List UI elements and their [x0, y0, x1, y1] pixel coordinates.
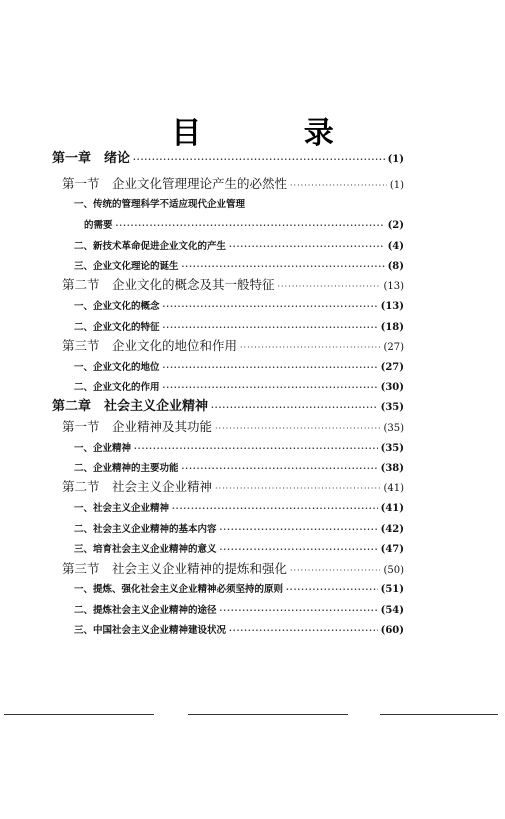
scan-artifact-line	[188, 714, 348, 715]
toc-entry[interactable]	[74, 258, 404, 274]
toc-entry-page: (35)	[380, 402, 404, 413]
toc-entry[interactable]	[52, 151, 404, 167]
toc-entry[interactable]	[74, 521, 404, 537]
toc-entry[interactable]	[74, 581, 404, 597]
toc-entry[interactable]	[62, 561, 404, 577]
toc-entry-label: 一、社会主义企业精神	[74, 503, 170, 514]
toc-entry[interactable]	[62, 338, 404, 354]
toc-entry-page: (51)	[380, 584, 404, 595]
page-title: 目 录	[171, 116, 380, 151]
toc-entry[interactable]	[74, 197, 404, 213]
toc-entry-page: (1)	[387, 154, 404, 165]
toc-entry[interactable]	[74, 500, 404, 516]
dot-leader	[211, 399, 378, 415]
toc-entry-label: 三、培育社会主义企业精神的意义	[74, 544, 217, 555]
dot-leader	[163, 319, 378, 335]
dot-leader	[116, 217, 385, 233]
dot-leader	[215, 421, 380, 437]
toc-entry-label: 一、企业文化的地位	[74, 362, 160, 373]
toc-entry-label: 二、企业精神的主要功能	[74, 463, 179, 474]
toc-entry-page: (2)	[387, 220, 404, 231]
toc-entry[interactable]	[74, 460, 404, 476]
scan-artifact-line	[4, 714, 154, 715]
dot-leader	[163, 359, 378, 375]
toc-entry-label: 二、新技术革命促进企业文化的产生	[74, 241, 227, 252]
toc-entry[interactable]	[74, 541, 404, 557]
dot-leader	[163, 298, 378, 314]
toc-entry[interactable]	[74, 622, 404, 638]
toc-entry-label: 第二节 企业文化的概念及其一般特征	[62, 277, 275, 292]
toc-entry-label: 三、中国社会主义企业精神建设状况	[74, 625, 227, 636]
toc-entry-label: 第二章 社会主义企业精神	[52, 399, 209, 414]
toc-entry[interactable]	[74, 238, 404, 254]
dot-leader	[163, 379, 378, 395]
toc-entry-label: 第一节 企业文化管理理论产生的必然性	[62, 176, 288, 191]
toc-entry-page: (42)	[380, 524, 404, 535]
toc-entry-label: 二、提炼社会主义企业精神的途径	[74, 605, 217, 616]
dot-leader	[220, 602, 378, 618]
toc-entry-page: (41)	[383, 483, 404, 494]
toc-entry[interactable]	[62, 419, 404, 435]
toc-entry[interactable]	[62, 277, 404, 293]
dot-leader	[290, 178, 387, 194]
toc-entry-page: (41)	[380, 503, 404, 514]
toc-entry-page: (8)	[387, 261, 404, 272]
toc-entry-label: 二、企业文化的作用	[74, 382, 160, 393]
toc-entry-label: 第一节 企业精神及其功能	[62, 419, 213, 434]
toc-entry-page: (54)	[380, 605, 404, 616]
toc-entry-label: 二、社会主义企业精神的基本内容	[74, 524, 217, 535]
toc-entry-label: 一、传统的管理科学不适应现代企业管理	[74, 199, 246, 210]
dot-leader	[182, 460, 378, 476]
toc-entry-label: 二、企业文化的特征	[74, 322, 160, 333]
dot-leader	[215, 481, 380, 497]
toc-entry-page: (47)	[380, 544, 404, 555]
dot-leader	[286, 581, 378, 597]
toc-entry[interactable]	[52, 399, 404, 415]
toc-entry-label: 三、企业文化理论的诞生	[74, 261, 179, 272]
dot-leader	[133, 151, 385, 167]
dot-leader	[134, 440, 378, 456]
toc-entry-page: (13)	[380, 301, 404, 312]
toc-entry[interactable]	[74, 440, 404, 456]
toc-entry-page: (13)	[383, 281, 404, 292]
toc-entry[interactable]	[74, 319, 404, 335]
toc-entry-page: (1)	[389, 180, 404, 191]
toc-entry-page: (50)	[383, 565, 404, 576]
dot-leader	[182, 258, 385, 274]
toc-entry[interactable]	[84, 217, 404, 233]
scan-artifact-line	[380, 714, 498, 715]
toc-entry-page: (35)	[380, 443, 404, 454]
toc-entry-page: (35)	[383, 423, 404, 434]
toc-entry-label: 一、提炼、强化社会主义企业精神必须坚持的原则	[74, 584, 284, 595]
dot-leader	[220, 541, 378, 557]
toc-entry-label: 的需要	[84, 220, 113, 231]
toc-entry-label: 第一章 绪论	[52, 151, 131, 166]
toc-entry-page: (4)	[387, 241, 404, 252]
toc-entry[interactable]	[74, 298, 404, 314]
toc-entry[interactable]	[74, 359, 404, 375]
dot-leader	[229, 238, 385, 254]
toc-entry-page: (18)	[380, 322, 404, 333]
toc-entry[interactable]	[74, 602, 404, 618]
dot-leader	[290, 563, 380, 579]
toc-entry-label: 一、企业文化的概念	[74, 301, 160, 312]
dot-leader	[229, 622, 378, 638]
toc-entry-page: (60)	[380, 625, 404, 636]
toc-entry-page: (30)	[380, 382, 404, 393]
toc-entry-page: (27)	[380, 362, 404, 373]
toc-entry-label: 第三节 社会主义企业精神的提炼和强化	[62, 561, 288, 576]
dot-leader	[220, 521, 378, 537]
toc-entry[interactable]	[62, 479, 404, 495]
toc-entry[interactable]	[74, 379, 404, 395]
toc-entry-page: (38)	[380, 463, 404, 474]
toc-entry-page: (27)	[383, 342, 404, 353]
toc-entry-label: 一、企业精神	[74, 443, 132, 454]
toc-entry-label: 第三节 企业文化的地位和作用	[62, 338, 238, 353]
toc-entry-label: 第二节 社会主义企业精神	[62, 479, 213, 494]
toc-entry[interactable]	[62, 176, 404, 192]
dot-leader	[172, 500, 378, 516]
dot-leader	[278, 279, 381, 295]
dot-leader	[240, 340, 380, 356]
